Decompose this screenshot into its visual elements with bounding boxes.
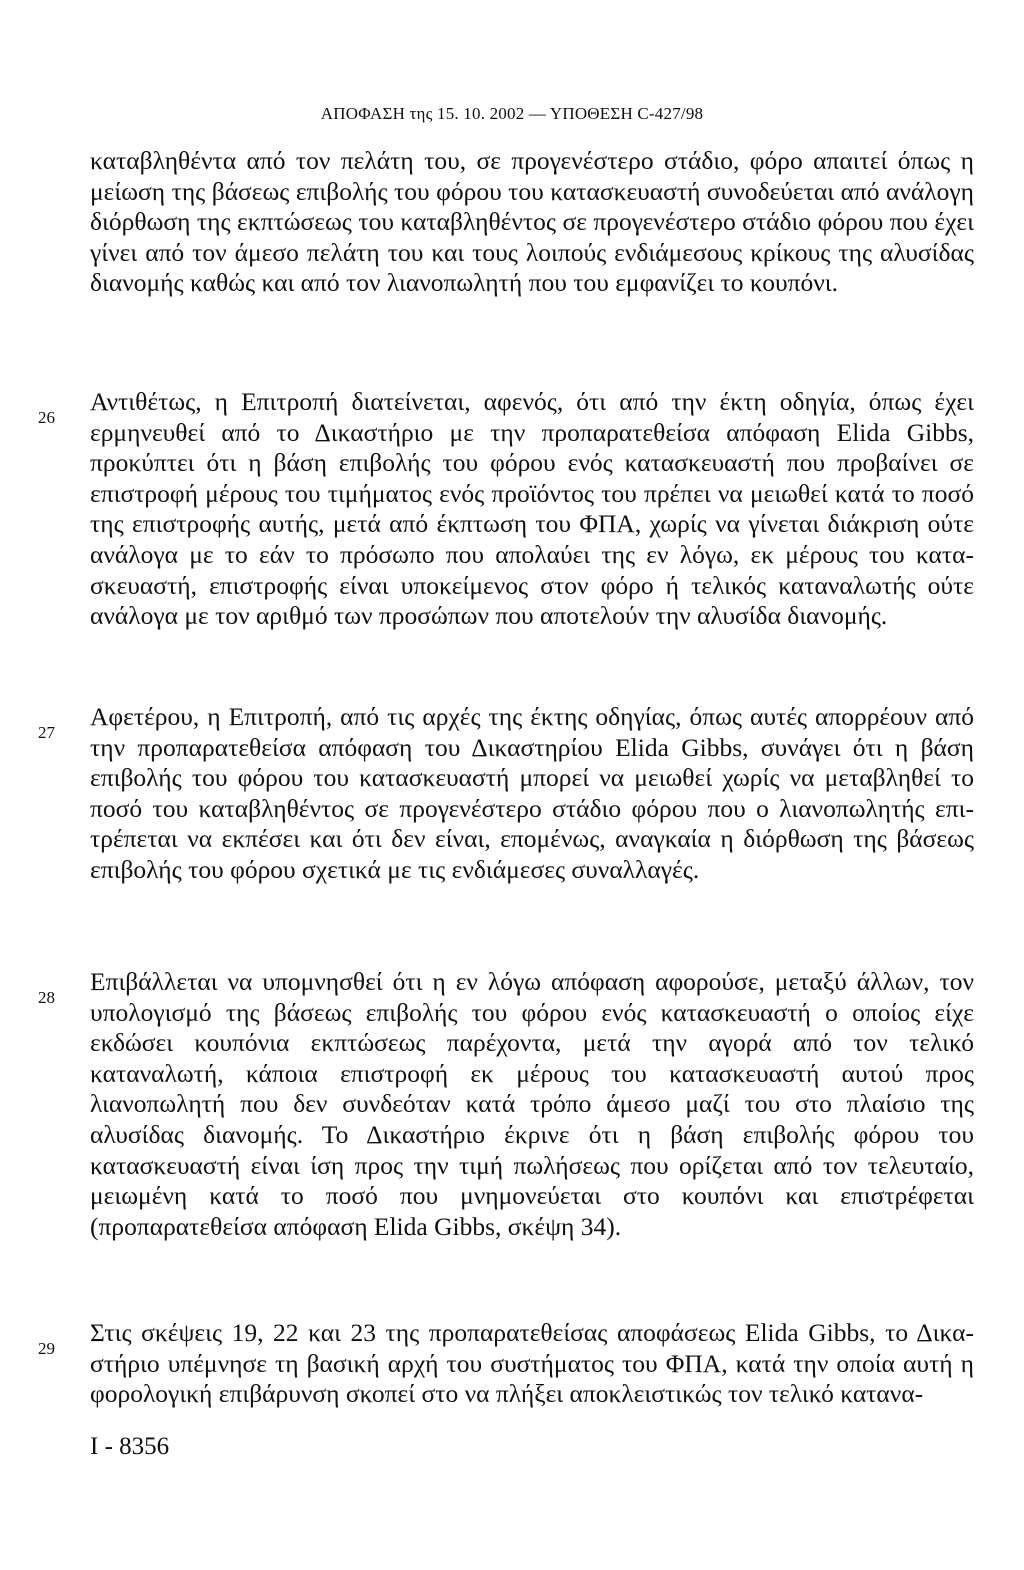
paragraph-continuation: καταβληθέντα από τον πελάτη του, σε προγενέστερο στάδιο, φόρο απαιτεί όπως η μείωση της βάσεως επιβολής του φόρου του κατασκευαστή συνοδεύεται από ανάλογη διόρθωση της εκπτώσεως του καταβληθέντος σε προγενέστερο στάδιο φόρου που έχει γίνει από τον άμεσο πελάτη του και τους λοιπούς ενδιάμεσους κρίκους της αλυσίδας διανομής καθώς και από τον λιανοπωλητή που του εμφανίζει το κουπόνι.	[90, 146, 974, 298]
paragraph-27: Αφετέρου, η Επιτροπή, από τις αρχές της έκτης οδηγίας, όπως αυτές απορρέουν από την προπαρατεθείσα απόφαση του Δικαστηρίου Elida Gibbs, συνάγει ότι η βάση επιβολής του φόρου του κατασκευαστή μπορεί να μειωθεί χωρίς να μεταβληθεί το ποσό του καταβληθέντος σε προγενέστερο στάδιο φόρου που ο λιανοπωλητής επιτρέπεται να εκπέσει και ότι δεν είναι, επομένως, αναγκαία η διόρθωση της βάσεως επιβολής του φόρου σχετικά με τις ενδιάμεσες συναλλαγές.	[90, 702, 974, 884]
running-header: ΑΠΟΦΑΣΗ της 15. 10. 2002 — ΥΠΟΘΕΣΗ C-427/98	[320, 104, 704, 123]
paragraph-number-28: 28	[38, 988, 55, 1007]
paragraph-28: Επιβάλλεται να υπομνησθεί ότι η εν λόγω απόφαση αφορούσε, μεταξύ άλλων, τον υπολογισμό της βάσεως επιβολής του φόρου ενός κατασκευαστή ο οποίος είχε εκδώσει κουπόνια εκπτώσεως παρέχοντα, μετά την αγορά από τον τελικό καταναλωτή, κάποια επιστροφή εκ μέρους του κατασκευαστή αυτού προς λιανοπωλητή που δεν συνδεόταν κατά τρόπο άμεσο μαζί του στο πλαίσιο της αλυσίδας διανομής. Το Δικαστήριο έκρινε ότι η βάση επιβολής φόρου του κατασκευαστή είναι ίση προς την τιμή πωλήσεως που ορίζεται από τον τελευταίο, μειωμένη κατά το ποσό που μνημονεύεται στο κουπόνι και επιστρέφεται (προπαρατεθείσα απόφαση Elida Gibbs, σκέψη 34).	[90, 967, 974, 1241]
page-number: I - 8356	[90, 1433, 170, 1460]
paragraph-number-29: 29	[38, 1339, 55, 1358]
paragraph-26: Αντιθέτως, η Επιτροπή διατείνεται, αφενός, ότι από την έκτη οδηγία, όπως έχει ερμηνευθεί από το Δικαστήριο με την προπαρατεθείσα απόφαση Elida Gibbs, προκύπτει ότι η βάση επιβολής του φόρου ενός κατασκευαστή που προβαίνει σε επιστροφή μέρους του τιμήματος ενός προϊόντος του πρέπει να μειωθεί κατά το ποσό της επιστροφής αυτής, μετά από έκπτωση του ΦΠΑ, χωρίς να γίνεται διάκριση ούτε ανάλογα με το εάν το πρόσωπο που απολαύει της εν λόγω, εκ μέρους του κατασκευαστή, επιστροφής είναι υποκείμενος στον φόρο ή τελικός καταναλωτής ούτε ανάλογα με τον αριθμό των προσώπων που αποτελούν την αλυσίδα διανομής.	[90, 387, 974, 631]
paragraph-number-26: 26	[38, 408, 55, 427]
paragraph-29: Στις σκέψεις 19, 22 και 23 της προπαρατεθείσας αποφάσεως Elida Gibbs, το Δικαστήριο υπέμνησε τη βασική αρχή του συστήματος του ΦΠΑ, κατά την οποία αυτή η φορολογική επιβάρυνση σκοπεί στο να πλήξει αποκλειστικώς τον τελικό κατανα-	[90, 1318, 974, 1409]
paragraph-number-27: 27	[38, 723, 55, 742]
